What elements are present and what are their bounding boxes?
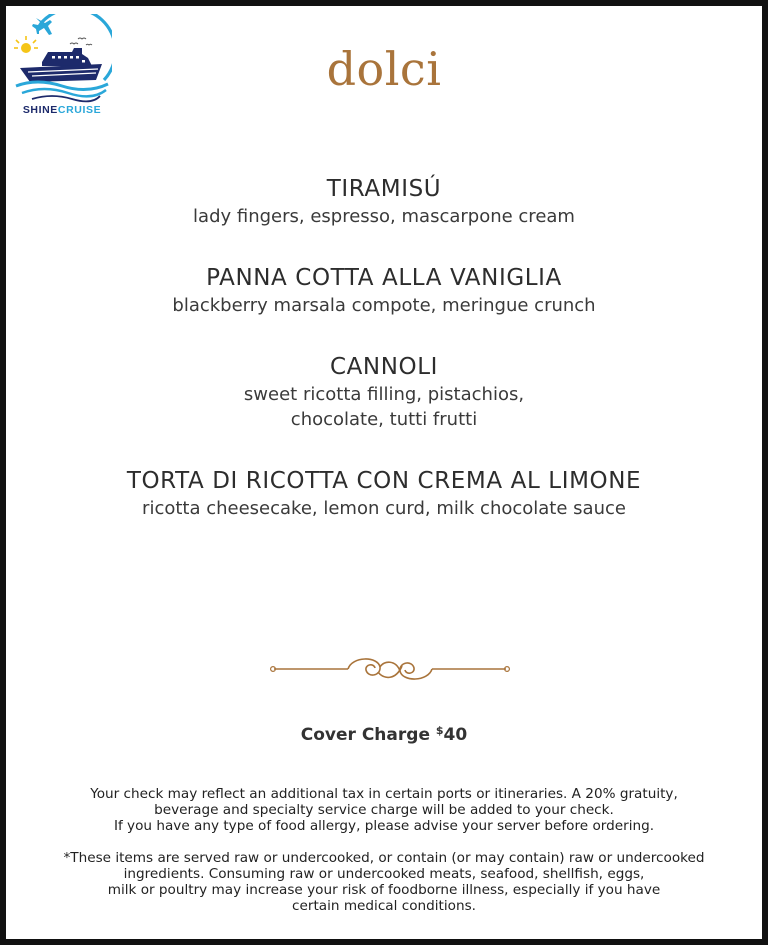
allergy-note-line: If you have any type of food allergy, please advise your server before ordering. (113, 818, 655, 834)
brand-word-cruise: CRUISE (57, 104, 102, 116)
menu-item-description: chocolate, tutti frutti (290, 409, 478, 430)
brand-word-shine: SHINE (22, 104, 58, 116)
menu-item-name: PANNA COTTA ALLA VANIGLIA (206, 265, 562, 291)
cover-charge-label: Cover Charge (300, 725, 430, 745)
tax-note-line: Your check may reflect an additional tax in certain ports or itineraries. A 20% gratuity, (90, 786, 678, 802)
menu-item-name: CANNOLI (329, 354, 439, 380)
notes (36, 786, 732, 914)
cover-charge-currency: $ (435, 724, 444, 737)
cover-charge-amount: 40 (443, 725, 468, 745)
menu-item (6, 263, 762, 318)
menu-item-description: sweet ricotta filling, pistachios, (243, 384, 525, 405)
menu-item (6, 174, 762, 229)
menu-item (6, 352, 762, 432)
menu-item-description: blackberry marsala compote, meringue crunch (172, 295, 596, 316)
tax-note-line: beverage and specialty service charge will be added to your check. (154, 802, 614, 818)
menu-title: dolci (326, 42, 442, 96)
raw-food-note-line: certain medical conditions. (292, 898, 476, 914)
menu-item-name: TIRAMISÚ (326, 176, 442, 202)
cover-charge (6, 724, 762, 745)
raw-food-note-line: *These items are served raw or undercooked, or contain (or may contain) raw or undercooked (63, 850, 705, 866)
dessert-list (6, 174, 762, 555)
menu-item-description: ricotta cheesecake, lemon curd, milk chocolate sauce (142, 498, 626, 519)
menu-item-description: lady fingers, espresso, mascarpone cream (193, 206, 575, 227)
raw-food-note-line: milk or poultry may increase your risk of foodborne illness, especially if you have (107, 882, 661, 898)
brand-wordmark (12, 104, 112, 116)
menu-item-name: TORTA DI RICOTTA CON CREMA AL LIMONE (126, 468, 642, 494)
menu-item (6, 466, 762, 521)
raw-food-note-line: ingredients. Consuming raw or undercooked meats, seafood, shellfish, eggs, (123, 866, 645, 882)
ornament-divider-icon (268, 652, 512, 686)
